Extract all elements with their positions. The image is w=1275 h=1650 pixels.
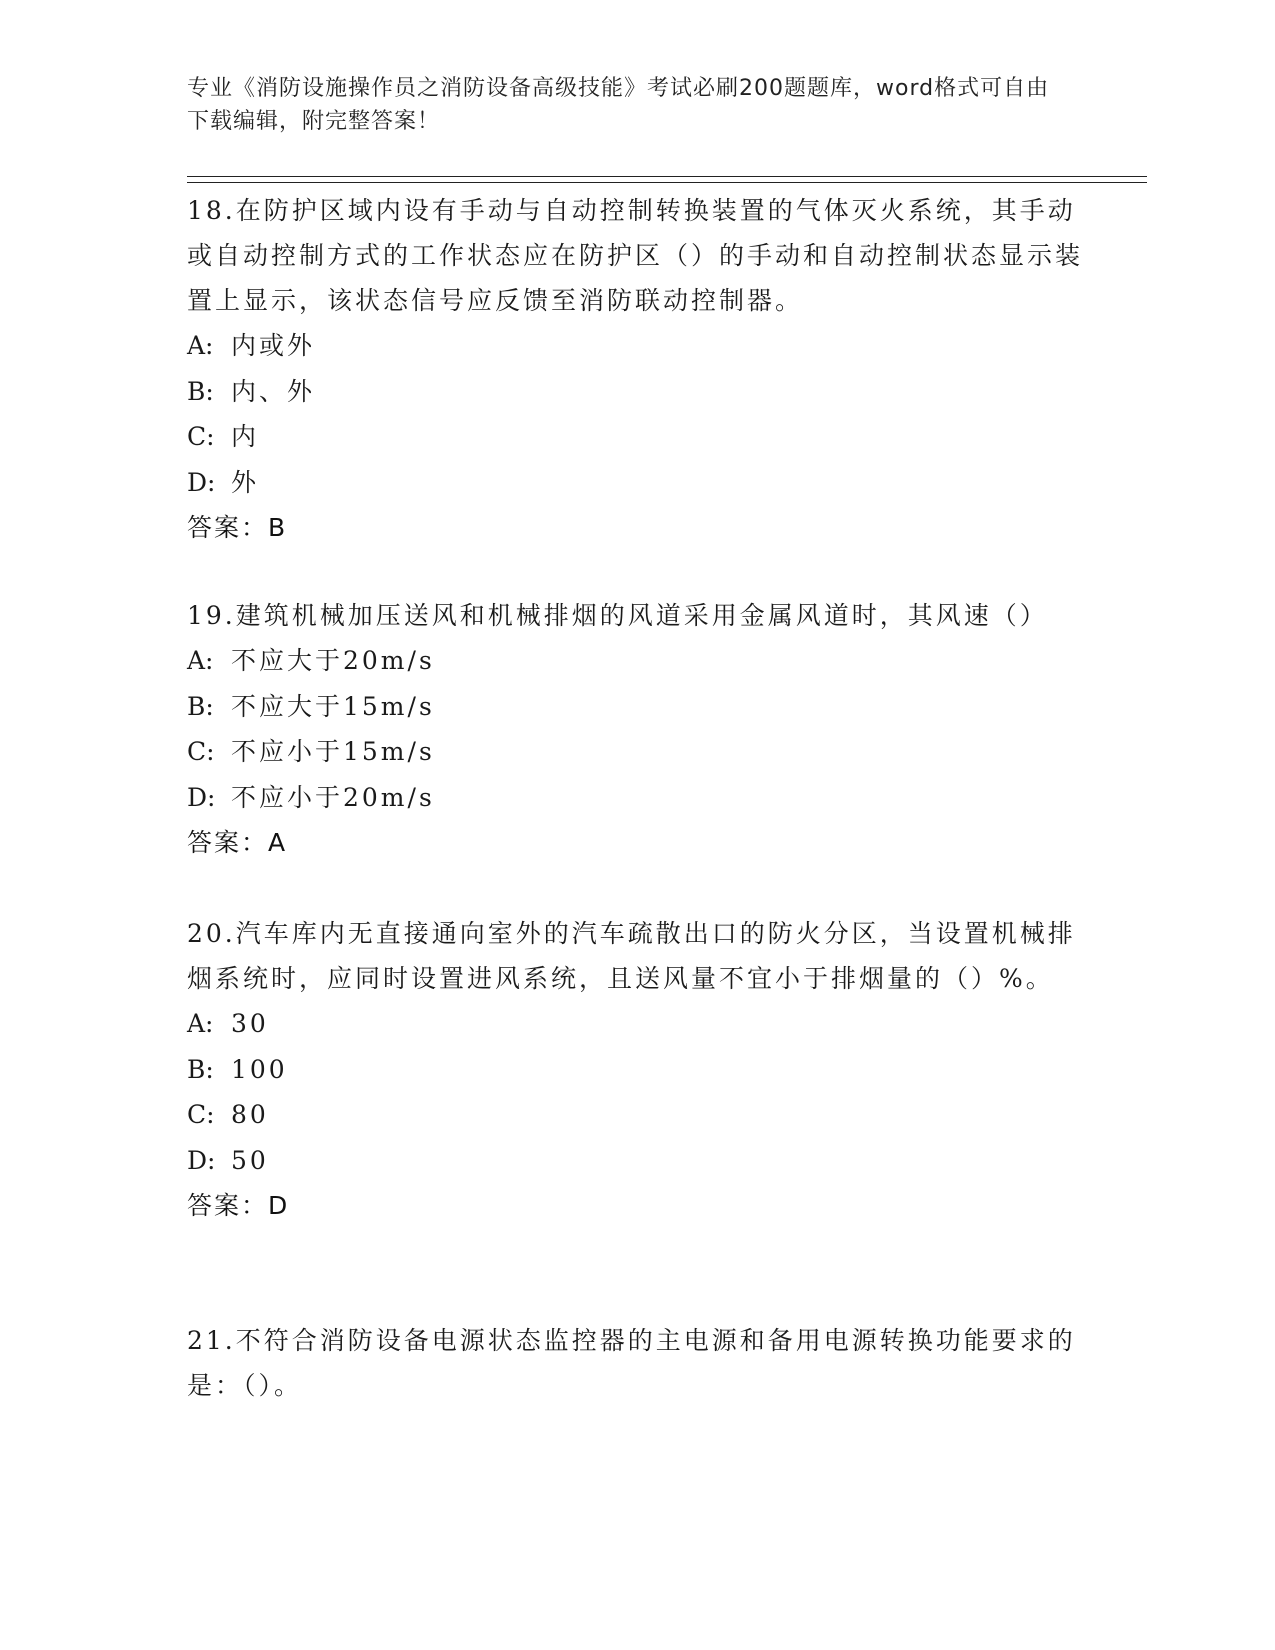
- option-letter: D:: [187, 467, 216, 497]
- document-header: 专业《消防设施操作员之消防设备高级技能》考试必刷200题题库，word格式可自由下载编辑，附完整答案！: [187, 76, 1050, 134]
- question-19: [187, 593, 1087, 865]
- option-letter: A:: [187, 331, 214, 360]
- option-text: 100: [231, 1054, 288, 1084]
- header-divider-bottom: [187, 182, 1147, 183]
- option-text: 50: [231, 1145, 269, 1175]
- question-18: [187, 188, 1087, 550]
- option-letter: C:: [187, 737, 215, 766]
- answer-line: 答案：A: [187, 828, 288, 857]
- question-stem: 19.建筑机械加压送风和机械排烟的风道采用金属风道时，其风速（）: [187, 601, 1048, 630]
- option-text: 不应小于15m/s: [231, 737, 435, 766]
- option-letter: A:: [187, 1009, 214, 1038]
- option-letter: A:: [187, 646, 214, 675]
- option-a: [187, 1001, 1087, 1047]
- option-text: 不应小于20m/s: [231, 782, 435, 812]
- question-stem: 21.不符合消防设备电源状态监控器的主电源和备用电源转换功能要求的是：（）。: [187, 1326, 1076, 1400]
- answer-line: 答案：D: [187, 1191, 290, 1220]
- option-text: 内、外: [231, 376, 316, 406]
- option-text: 不应大于15m/s: [231, 691, 435, 721]
- option-text: 内: [231, 422, 260, 451]
- option-letter: D:: [187, 782, 216, 812]
- option-d: [187, 775, 1087, 821]
- question-20: [187, 911, 1087, 1228]
- option-text: 30: [231, 1009, 269, 1038]
- option-a: [187, 638, 1087, 684]
- option-letter: C:: [187, 1100, 215, 1129]
- option-c: [187, 414, 1087, 460]
- option-b: [187, 684, 1087, 730]
- option-text: 80: [231, 1100, 269, 1129]
- option-a: [187, 323, 1087, 369]
- option-text: 内或外: [231, 331, 316, 360]
- option-text: 不应大于20m/s: [231, 646, 435, 675]
- option-letter: B:: [187, 691, 214, 721]
- question-21: [187, 1318, 1087, 1408]
- option-c: [187, 729, 1087, 775]
- option-letter: B:: [187, 376, 214, 406]
- option-letter: D:: [187, 1145, 216, 1175]
- option-c: [187, 1092, 1087, 1138]
- option-d: [187, 460, 1087, 506]
- option-text: 外: [231, 467, 260, 497]
- option-b: [187, 1047, 1087, 1093]
- option-letter: C:: [187, 422, 215, 451]
- header-divider-top: [187, 176, 1147, 177]
- question-stem: 18.在防护区域内设有手动与自动控制转换装置的气体灭火系统，其手动或自动控制方式的工作状态应在防护区（）的手动和自动控制状态显示装置上显示，该状态信号应反馈至消防联动控制器。: [187, 196, 1084, 315]
- answer-line: 答案：B: [187, 513, 288, 542]
- option-letter: B:: [187, 1054, 214, 1084]
- option-d: [187, 1138, 1087, 1184]
- question-stem: 20.汽车库内无直接通向室外的汽车疏散出口的防火分区，当设置机械排烟系统时，应同时设置进风系统，且送风量不宜小于排烟量的（）%。: [187, 919, 1076, 993]
- option-b: [187, 369, 1087, 415]
